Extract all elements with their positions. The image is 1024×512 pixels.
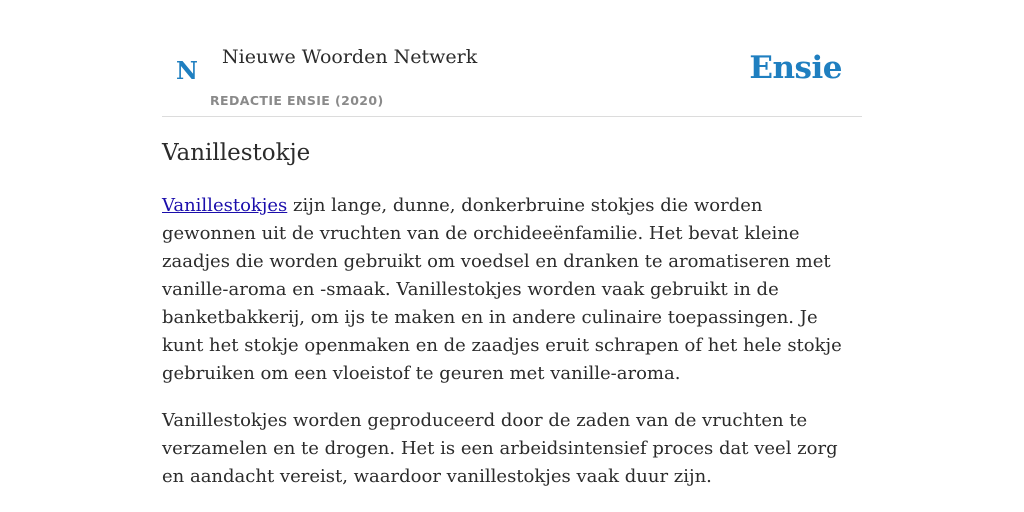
term-link[interactable]: Vanillestokjes — [162, 195, 288, 216]
source-header — [162, 0, 862, 117]
paragraph-2: Vanillestokjes worden geproduceerd door de zaden van de vruchten te verzamelen en te drogen. Het is een arbeidsintensief proces dat veel zorg en aandacht vereist, waardoor vanillestokjes vaak duur zijn. — [162, 410, 838, 487]
page-title: Vanillestokje — [162, 140, 311, 166]
source-subtitle: REDACTIE ENSIE (2020) — [210, 93, 384, 108]
brand-logo[interactable]: Ensie — [749, 50, 842, 86]
source-title[interactable]: Nieuwe Woorden Netwerk — [222, 46, 478, 68]
paragraph-1-text: zijn lange, dunne, donkerbruine stokjes die worden gewonnen uit de vruchten van de orchideeënfamilie. Het bevat kleine zaadjes die worden gebruikt om voedsel en dranken te aromatiseren met vanille-aroma en -smaak. Vanillestokjes worden vaak gebruikt in de banketbakkerij, om ijs te maken en in andere culinaire toepassingen. Je kunt het stokje openmaken en de zaadjes eruit schrapen of het hele stokje gebruiken om een vloeistof te geuren met vanille-aroma. — [162, 195, 842, 384]
article-card — [162, 0, 862, 487]
paragraph-1 — [162, 192, 862, 388]
source-logo: N — [176, 56, 198, 85]
article-body — [162, 192, 862, 510]
